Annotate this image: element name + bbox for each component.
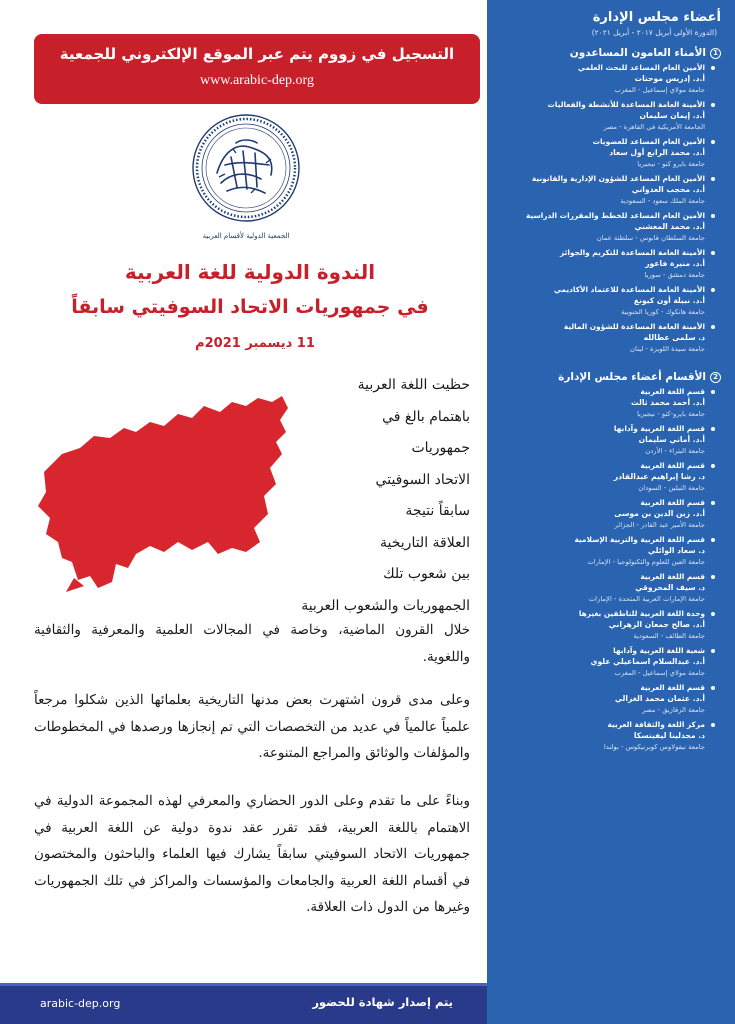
association-seal-logo — [191, 113, 301, 223]
intro-text-line: حظيت اللغة العربية — [357, 377, 470, 393]
section-heading-assistant-secretaries — [497, 47, 721, 59]
member-name: أ.د. منيرة فاعور — [645, 259, 705, 268]
member-institution: جامعة الأمير عبد القادر - الجزائر — [614, 521, 705, 529]
member-name: أ.د. إيمان سليمان — [639, 111, 705, 120]
member-name: د. مجدلينا ليفيتسكا — [633, 731, 705, 740]
member-name: أ.د. محجب العدواني — [631, 185, 705, 194]
member-role: قسم اللغة العربية — [497, 571, 705, 582]
member-entry — [497, 460, 705, 494]
paragraph-symposium-announcement: وبناءً على ما تقدم وعلى الدور الحضاري والمعرفي لهذه المجموعة الدولية في الاهتمام باللغة العربية، فقد تقرر عقد ندوة دولية عن اللغة العربية في جمهوريات الاتحاد السوفيتي سابقاً يشارك فيها العلماء والباحثون والمختصون في أقسام اللغة العربية والجامعات والمؤسسات والمراكز في تلك الجمهوريات وغيرها من الدول ذات العلاقة. — [34, 794, 470, 915]
member-entry — [497, 247, 705, 281]
member-role: الأمينة العامة المساعدة للاعتماد الأكاديمي — [497, 284, 705, 295]
registration-banner — [34, 34, 480, 104]
member-institution: جامعة الطائف - السعودية — [633, 632, 705, 640]
section-heading-label: الأمناء العامون المساعدون — [569, 47, 706, 59]
member-institution: جامعة مولاي إسماعيل - المغرب — [614, 86, 705, 94]
member-role: قسم اللغة العربية وآدابها — [497, 423, 705, 434]
intro-text-line: الاتحاد السوفيتي — [375, 471, 470, 488]
member-entry — [497, 682, 705, 716]
member-role: قسم اللغة العربية — [497, 497, 705, 508]
member-role: الأمينة العامة المساعدة للتكريم والجوائز — [497, 247, 705, 258]
member-institution: جامعة مولاي إسماعيل - المغرب — [614, 669, 705, 677]
symposium-subtitle: في جمهوريات الاتحاد السوفيتي سابقاً — [71, 296, 429, 318]
member-role: الأمينة العامة المساعدة للأنشطة والفعاليات — [497, 99, 705, 110]
member-role: الأمين العام المساعد للخطط والمقررات الدراسية — [497, 210, 705, 221]
member-name: أ.د. زين الدين بن موسى — [614, 509, 705, 518]
member-entry — [497, 99, 705, 133]
member-name: أ.د. أماني سليمان — [638, 435, 705, 444]
event-date: 11 ديسمبر 2021م — [195, 336, 315, 351]
symposium-title: الندوة الدولية للغة العربية — [124, 260, 376, 284]
member-role: الأمين العام المساعد للعضويات — [497, 136, 705, 147]
member-institution: جامعة بايرو-كنو - نيجيريا — [636, 410, 705, 418]
banner-title: التسجيل في زووم يتم عبر الموقع الإلكتروني للجمعية — [59, 45, 455, 63]
member-role: قسم اللغة العربية — [497, 460, 705, 471]
paragraph-intro-continuation: خلال القرون الماضية، وخاصة في المجالات العلمية والمعرفية والثقافية واللغوية. — [34, 623, 470, 665]
member-entry — [497, 386, 705, 420]
footer-url-link[interactable]: arabic-dep.org — [40, 997, 121, 1010]
paragraph-historical-cities: وعلى مدى قرون اشتهرت بعض مدنها التاريخية بعلمائها الذين شكلوا مرجعاً علمياً عالمياً في عديد من التخصصات التي تم إنجازها ورصدها في المخطوطات والمؤلفات والوثائق والمراجع المتنوعة. — [34, 693, 470, 761]
assistant-secretaries-list — [497, 62, 721, 355]
member-institution: جامعة نيقولاوس كوبرنيكوس - بولندا — [603, 743, 705, 751]
member-role: الأمين العام المساعد للبحث العلمي — [497, 62, 705, 73]
member-name: أ.د. أحمد محمد ثالث — [631, 398, 705, 407]
page-footer — [0, 983, 487, 1024]
member-role: قسم اللغة العربية والتربية الإسلامية — [497, 534, 705, 545]
member-role: مركز اللغة والثقافة العربية — [497, 719, 705, 730]
member-role: شعبة اللغة العربية وآدابها — [497, 645, 705, 656]
member-entry — [497, 645, 705, 679]
member-name: أ.د. محمد المعشني — [634, 222, 705, 231]
member-name: أ.د. عثمان محمد الغزالي — [614, 694, 705, 703]
intro-text-line: بين شعوب تلك — [383, 566, 470, 582]
member-institution: جامعة النيلين - السودان — [638, 484, 705, 492]
member-entry — [497, 136, 705, 170]
member-entry — [497, 608, 705, 642]
sidebar-subtitle: (الدورة الأولى أبريل ٢٠١٧ - أبريل ٢٠٢١) — [591, 28, 717, 37]
member-name: د. سيف المحروقي — [635, 583, 705, 592]
member-institution: الجامعة الأمريكية في القاهرة - مصر — [603, 123, 705, 131]
board-departments-list — [497, 386, 721, 753]
member-institution: جامعة العين للعلوم والتكنولوجيا - الإمارات — [587, 558, 705, 566]
intro-text-column — [240, 373, 470, 625]
seal-caption: الجمعية الدولية لأقسام العربية — [202, 232, 290, 240]
intro-text-line: جمهوريات — [411, 440, 470, 456]
member-entry — [497, 719, 705, 753]
intro-text-line: العلاقة التاريخية — [380, 534, 470, 551]
member-entry — [497, 284, 705, 318]
certificate-note: يتم إصدار شهادة للحضور — [312, 995, 453, 1009]
member-role: الأمينة العامة المساعدة للشؤون المالية — [497, 321, 705, 332]
intro-text-line: سابقاً نتيجة — [405, 503, 470, 519]
member-name: أ.د. إدريس موحتات — [634, 74, 705, 83]
section-number-badge: 1 — [710, 48, 721, 59]
member-entry — [497, 173, 705, 207]
member-entry — [497, 210, 705, 244]
banner-url-link[interactable]: www.arabic-dep.org — [200, 73, 314, 88]
member-entry — [497, 423, 705, 457]
member-institution: جامعة الزقازيق - مصر — [642, 706, 705, 714]
member-entry — [497, 571, 705, 605]
member-name: د. سلمى عطالله — [643, 333, 705, 342]
sidebar-title: أعضاء مجلس الإدارة — [592, 10, 721, 25]
member-entry — [497, 497, 705, 531]
member-role: وحدة اللغة العربية للناطقين بغيرها — [497, 608, 705, 619]
member-entry — [497, 62, 705, 96]
member-role: الأمين العام المساعد للشؤون الإدارية والقانونية — [497, 173, 705, 184]
intro-text-line: الجمهوريات والشعوب العربية — [301, 597, 470, 614]
member-role: قسم اللغة العربية — [497, 386, 705, 397]
member-institution: جامعة دمشق - سوريا — [644, 271, 705, 279]
member-institution: جامعة الإمارات العربية المتحدة - الإمارات — [588, 595, 705, 603]
member-institution: جامعة هانكوك - كوريا الجنوبية — [621, 308, 705, 316]
member-name: د. رشا إبراهيم عبدالقادر — [613, 472, 705, 481]
member-institution: جامعة البتراء - الأردن — [645, 447, 705, 455]
intro-text-line: باهتمام بالغ في — [382, 408, 470, 425]
member-name: أ.د. صالح جمعان الزهراني — [608, 620, 705, 629]
member-entry — [497, 534, 705, 568]
section-heading-label: الأقسام أعضاء مجلس الإدارة — [558, 371, 706, 383]
member-name: أ.د. محمد الرابع أول سعاد — [609, 148, 705, 157]
section-number-badge: 2 — [710, 372, 721, 383]
member-institution: جامعة سيدة اللويزة - لبنان — [630, 345, 705, 353]
member-institution: جامعة السلطان قابوس - سلطنة عمان — [596, 234, 705, 242]
member-name: أ.د. نبيلة أون كيونغ — [633, 296, 705, 305]
board-members-sidebar — [487, 0, 735, 1024]
section-heading-board-departments — [497, 371, 721, 383]
member-institution: جامعة الملك سعود - السعودية — [620, 197, 705, 205]
member-name: أ.د. عبدالسلام اسماعيلي علوي — [590, 657, 705, 666]
member-institution: جامعة بايرو كنو - نيجيريا — [637, 160, 705, 168]
member-name: د. سعاد الوائلي — [647, 546, 705, 555]
member-entry — [497, 321, 705, 355]
member-role: قسم اللغة العربية — [497, 682, 705, 693]
